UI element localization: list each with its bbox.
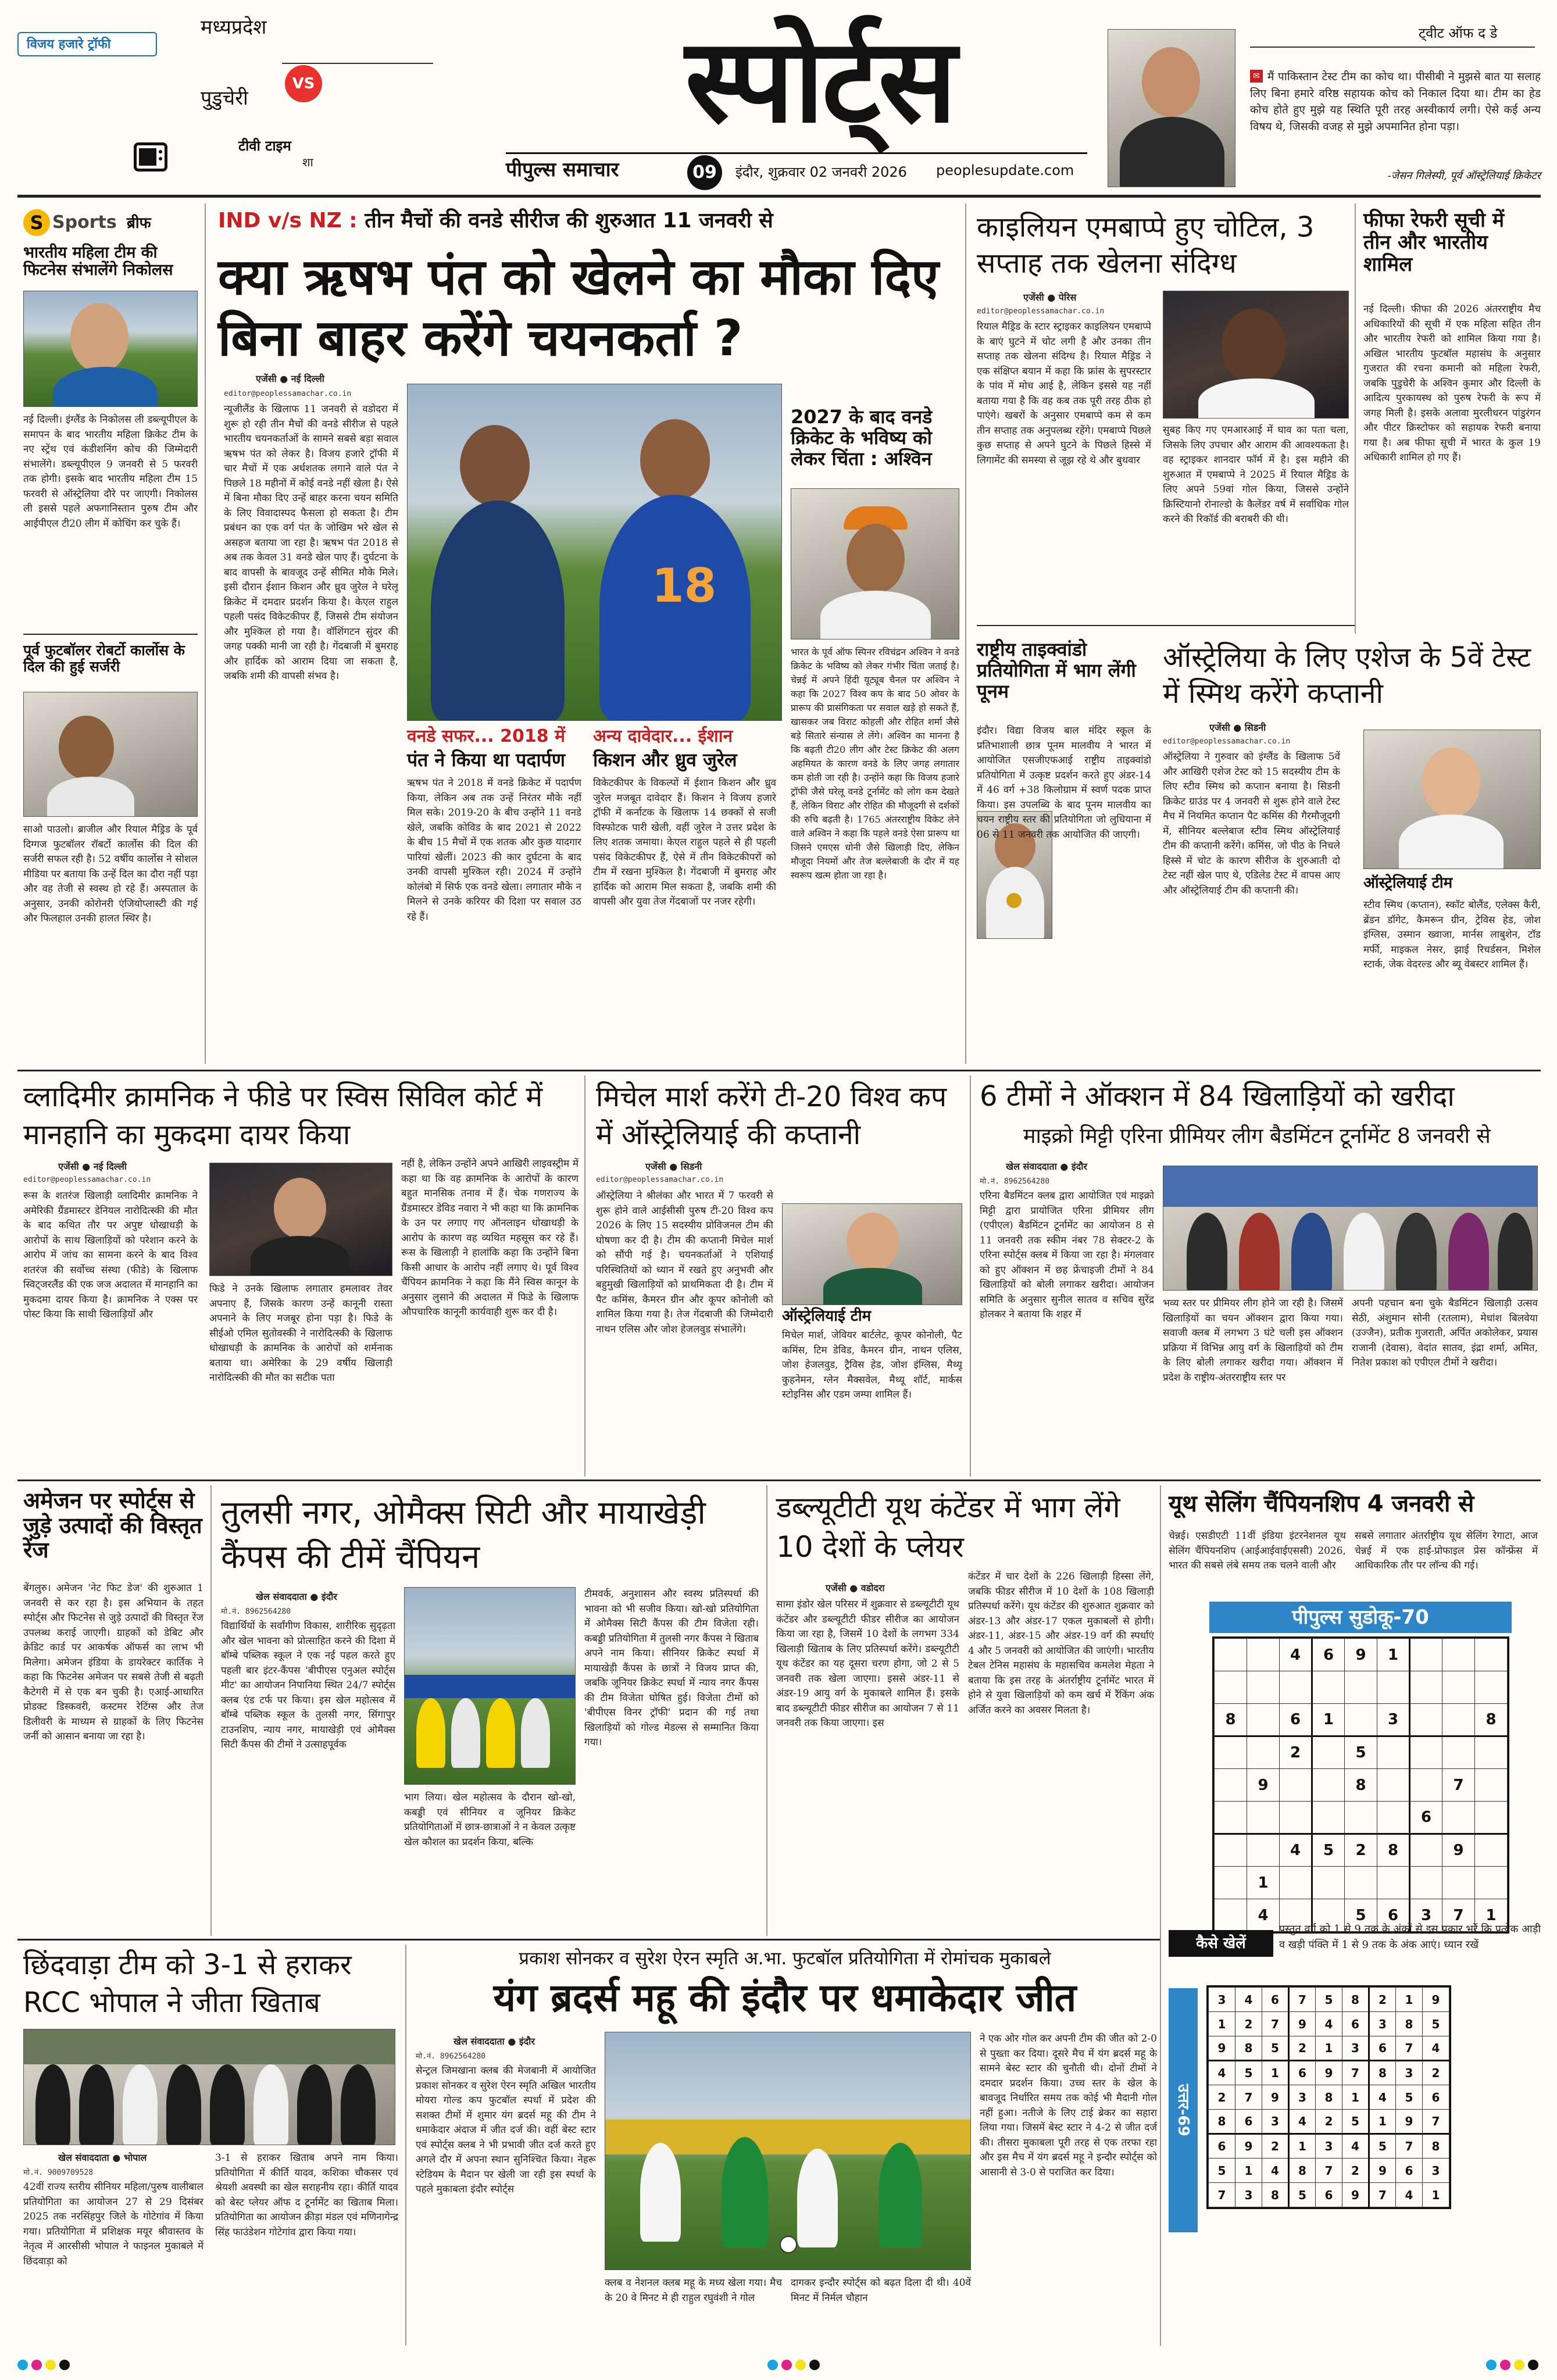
- sudoku-cell: 4: [1209, 2061, 1235, 2085]
- sudoku-cell[interactable]: [1280, 1769, 1312, 1802]
- sudoku-cell: 9: [1342, 2183, 1369, 2207]
- marsh-email[interactable]: editor@peoplessamachar.co.in: [596, 1175, 724, 1184]
- smith-photo: [1363, 730, 1541, 869]
- sudoku-cell: 4: [1289, 2110, 1316, 2134]
- promo-team1: मध्यप्रदेश: [201, 16, 267, 39]
- wtt-byline: एजेंसी ● वडोदरा: [826, 1582, 885, 1593]
- nicholas-photo: [23, 291, 198, 407]
- sudoku-cell: 9: [1262, 2085, 1289, 2110]
- masthead-rule: [17, 195, 1541, 198]
- sudoku-cell[interactable]: 4: [1280, 1834, 1312, 1867]
- sudoku-cell: 3: [1289, 2085, 1316, 2110]
- sudoku-cell: 3: [1235, 2183, 1262, 2207]
- sudoku-cell[interactable]: [1215, 1639, 1247, 1671]
- sudoku-cell[interactable]: [1377, 1671, 1410, 1704]
- ashwin-headline: 2027 के बाद वनडे क्रिकेट के भविष्य को लेकर चिंता : अश्विन: [791, 406, 933, 470]
- marsh-team-title: ऑस्ट्रेलियाई टीम: [782, 1307, 872, 1325]
- sudoku-cell: 4: [1316, 2012, 1342, 2036]
- sudoku-cell[interactable]: [1247, 1704, 1280, 1736]
- sudoku-cell[interactable]: [1410, 1867, 1442, 1899]
- sudoku-cell[interactable]: [1215, 1867, 1247, 1899]
- promo-team2: पुडुचेरी: [201, 87, 248, 110]
- smith-team: स्टीव स्मिथ (कप्तान), स्कॉट बोलैंड, एलेक्स कैरी, ब्रेंडन डॉगेट, कैमरून ग्रीन, ट्रेविस हेड, जोश इंग्लिस, उस्मान ख्वाजा, मार्नस लाबुशेन, टॉड मर्फी, माइकल नेसर, झाई रिचर्डसन, मिशेल स्टार्क, जेक वेदरल्ड और ब्यू वेबस्टर शामिल हैं।: [1363, 899, 1541, 970]
- sudoku-row: [1215, 1802, 1508, 1834]
- chhindwara-text2: 3-1 से हराकर खिताब अपने नाम किया। प्रतियोगिता में कीर्ति यादव, कशिका चौकसर एवं श्रेयशी अवस्थी का खेल सराहनीय रहा। कीर्ति यादव को बेस्ट प्लेयर ऑफ द टूर्नामेंट का खिताब मिला। प्रतियोगिता का आयोजन क्रीड़ा मंडल एवं मणिनागेन्द्र सिंह फाउंडेशन गोटेगांव द्वारा किया गया।: [215, 2152, 398, 2238]
- sudoku-title: पीपुल्स सुडोकू-70: [1209, 1602, 1512, 1633]
- how-to-play-text: प्रस्तुत वर्ग को 1 से 9 तक के अंकों से इस प्रकार भरें कि प्रत्येक आड़ी व खड़ी पंक्ति में 1 से 9 तक के अंक आएं। ध्यान रखें: [1279, 1923, 1541, 1951]
- sudoku-cell: 7: [1342, 2061, 1369, 2085]
- sudoku-cell[interactable]: [1247, 1802, 1280, 1834]
- badminton-text1: एरिना बैडमिंटन क्लब द्वारा आयोजित एवं माइक्रो मिट्टी द्वारा प्रायोजित एरिना प्रीमियर लीग (एपीएल) बैडमिंटन टूर्नामेंट का आयोजन 8 से 11 जनवरी तक स्कीम नंबर 78 सेक्टर-2 के एरिना स्पोर्ट्स क्लब में किया जा रहा है। मंगलवार को हुए ऑक्शन में छह फ्रेंचाइजी टीमों ने 84 खिलाड़ियों को बोली लगाकर खरीदा। आयोजन समिति के अनुसार सुनील सातव व सचिव सुरेंद्र होलकर ने बताया कि शहर में: [980, 1190, 1154, 1320]
- sudoku-cell: 1: [1209, 2012, 1235, 2036]
- sudoku-cell: 3: [1423, 2159, 1449, 2183]
- sudoku-cell[interactable]: [1475, 1639, 1508, 1671]
- brief-headline-2: पूर्व फुटबॉलर रोबर्टो कार्लोस के दिल की हुई सर्जरी: [23, 642, 185, 675]
- sudoku-cell: 6: [1369, 2036, 1396, 2061]
- sudoku-cell[interactable]: [1442, 1671, 1475, 1704]
- sudoku-cell: 4: [1369, 2085, 1396, 2110]
- sub1-text: ऋषभ पंत ने 2018 में वनडे क्रिकेट में पदार्पण किया, लेकिन अब तक उन्हें निरंतर मौके नहीं मिल सके। 2019-20 के बीच उन्होंने 11 वनडे खेले, जबकि कोविड के बाद 2021 से 2022 के बीच 15 मैचों में एक शतक और कुछ यादगार पारियां खेलीं। 2023 की कार दुर्घटना के बाद उनकी वापसी मुश्किल रही। 2024 में उन्होंने कोलंबो में सिर्फ एक वनडे खेला। लगातार मौके न मिलने से उनके करियर की दिशा पर सवाल उठ रहे हैं।: [407, 777, 581, 923]
- tulsi-headline: तुलसी नगर, ओमैक्स सिटी और मायाखेड़ी कैंपस की टीमें चैंपियन: [221, 1494, 706, 1576]
- sudoku-cell: 1: [1289, 2134, 1316, 2159]
- sudoku-cell[interactable]: 7: [1442, 1769, 1475, 1802]
- sudoku-row: [1215, 1769, 1508, 1802]
- sudoku-cell: 4: [1235, 1988, 1262, 2012]
- sudoku-cell[interactable]: [1377, 1769, 1410, 1802]
- sudoku-cell: 8: [1235, 2036, 1262, 2061]
- wtt-headline: डब्ल्यूटीटी यूथ कंटेंडर में भाग लेंगे 10 देशों के प्लेयर: [776, 1491, 1120, 1564]
- tweet-text: मैं पाकिस्तान टेस्ट टीम का कोच था। पीसीबी ने मुझसे बात या सलाह लिए बिना हमारे वरिष्ठ सहायक कोच को निकाल दिया था। टीम का हेड कोच होते हुए मुझे यह स्थिति पूरी तरह अस्वीकार्य लगी। ऐसे कई अन्य विषय थे, जिसकी वजह से मुझे अपमानित होना पड़ा।: [1250, 70, 1541, 133]
- sudoku-row: [1215, 1834, 1508, 1867]
- chhindwara-byline: खेल संवाददाता ● भोपाल: [58, 2152, 147, 2163]
- kramnik-byline: एजेंसी ● नई दिल्ली: [58, 1161, 127, 1172]
- promo-label: विजय हजारे ट्रॉफी: [27, 37, 111, 52]
- sudoku-answer-row: [1209, 1988, 1449, 2012]
- sudoku-cell: 6: [1316, 2183, 1342, 2207]
- sudoku-answer-row: [1209, 2159, 1449, 2183]
- sudoku-cell[interactable]: [1410, 1834, 1442, 1867]
- sudoku-cell: 8: [1316, 2085, 1342, 2110]
- sudoku-cell: 5: [1316, 1988, 1342, 2012]
- sudoku-cell: 5: [1423, 2012, 1449, 2036]
- sudoku-cell[interactable]: [1247, 1671, 1280, 1704]
- sudoku-cell[interactable]: [1442, 1867, 1475, 1899]
- sudoku-cell[interactable]: 2: [1345, 1834, 1377, 1867]
- sudoku-cell[interactable]: [1345, 1671, 1377, 1704]
- sudoku-cell: 6: [1209, 2134, 1235, 2159]
- wtt-text1: सामा इंडोर खेल परिसर में शुक्रवार से डब्ल्यूटीटी यूथ कंटेंडर और डब्ल्यूटीटी फीडर सीरीज का आयोजन किया जा रहा है, जिसमें 10 देशों के लगभग 334 खिलाड़ी खिताब के लिए प्रतिस्पर्धा करेंगे। डब्ल्यूटीटी यूथ कंटेंडर का यह दूसरा चरण होगा, जो 2 से 5 जनवरी तक खेला जाएगा। इससे अंडर-11 से अंडर-19 आयु वर्ग के मुकाबले शामिल हैं। इसके बाद डब्ल्यूटीटी फीडर सीरीज का आयोजन 7 से 11 जनवरी तक किया जाएगा। इस: [776, 1599, 959, 1729]
- football-headline: यंग ब्रदर्स महू की इंदौर पर धमाकेदार जीत: [493, 1975, 1077, 2020]
- tv-time-label: टीवी टाइम: [238, 138, 291, 154]
- sudoku-cell: 1: [1369, 2110, 1396, 2134]
- football-text4: ने एक ओर गोल कर अपनी टीम की जीत को 2-0 से पुख्ता कर दिया। दूसरे मैच में यंग ब्रदर्स महू के सामने बेस्ट स्टार की चुनौती थी। दोनों टीमों ने दमदार प्रदर्शन किया। उच्च स्तर के खेल के बावजूद निर्धारित समय तक कोई भी मैदानी गोल नहीं हुआ। नतीजे के लिए टाई ब्रेकर का सहारा लिया गया। जिसमें बेस्ट स्टार ने 4-2 से जीत दर्ज की। तीसरा मुकाबला पूरी तरह से एक तरफा रहा और इस मैच में यंग ब्रदर्स महू ने इन्दौर स्पोर्ट्स को आसानी से 3-0 से पराजित कर दिया।: [980, 2033, 1157, 2178]
- badminton-text2: भव्य स्तर पर प्रीमियर लीग होने जा रही है। जिसमें खिलाड़ियों का चयन ऑक्शन द्वारा किया गया। सवाजी क्लब में लगभग 3 घंटे चली इस ऑक्शन प्रक्रिया में विभिन्न आयु वर्ग के खिलाड़ियों को टीम के लिए बोली लगाकर खरीदा गया। ऑक्शन में प्रदेश के राष्ट्रीय-अंतरराष्ट्रीय स्तर पर: [1163, 1298, 1343, 1384]
- ashwin-photo: [791, 488, 959, 639]
- sudoku-cell[interactable]: [1410, 1671, 1442, 1704]
- promo-divider: [282, 63, 433, 64]
- marsh-text1: ऑस्ट्रेलिया ने श्रीलंका और भारत में 7 फरवरी से शुरू होने वाले आईसीसी पुरुष टी-20 विश्व कप 2026 के लिए 15 सदस्यीय प्रोविजनल टीम की घोषणा कर दी है। टीम की कप्तानी मिचेल मार्श को सौंपी गई है। चयनकर्ताओं ने एशियाई परिस्थितियों को ध्यान में रखते हुए अनुभवी और बहुमुखी खिलाड़ियों को प्राथमिकता दी है। टीम में पैट कमिंस, कैमरन ग्रीन और कूपर कोनोली को शामिल किया गया है। तेज गेंदबाजी की जिम्मेदारी नाथन एलिस और जोश हेजलवुड संभालेंगे।: [596, 1190, 773, 1335]
- website[interactable]: peoplesupdate.com: [936, 162, 1074, 178]
- sudoku-cell: 5: [1209, 2159, 1235, 2183]
- sudoku-cell[interactable]: 1: [1475, 1899, 1508, 1932]
- kramnik-text3: नहीं है, लेकिन उन्होंने अपने आखिरी लाइवस्ट्रीम में कहा था कि वह क्रामनिक के आरोपों के कारण बहुत मानसिक तनाव में हैं। चेक गणराज्य के ग्रैंडमास्टर डेविड नवारा ने भी कहा था कि क्रामनिक के उन पर लगाए गए ऑनलाइन धोखाधड़ी के आरोप के कारण वह व्यथित महसूस कर रहे हैं। रूस के खिलाड़ी ने हालांकि कहा कि उन्होंने बिना किसी आधार के आरोप नहीं लगाए थे। पूर्व विश्व चैंपियन क्रामनिक ने कहा कि मैंने स्विस कानून के अनुसार लुसाने की अदालत में फिडे के खिलाफ औपचारिक कानूनी कार्यवाही शुरू कर दी है।: [401, 1158, 578, 1318]
- sudoku-cell[interactable]: [1215, 1899, 1247, 1932]
- mbappe-text1: रियाल मैड्रिड के स्टार स्ट्राइकर काइलियन एमबाप्पे के बाएं घुटने में चोट लगी है और उनका तीन सप्ताह तक खेलना संदिग्ध है। रियाल मैड्रिड ने एक संक्षिप्त बयान में कहा कि फ्रांस के सुपरस्टार के पांव में मोच आई है, लेकिन इससे यह नहीं बताया गया है कि वह कब तक पूरी तरह ठीक हो पाएंगे। खबरों के अनुसार एमबाप्पे कम से कम तीन सप्ताह तक अनुपलब्ध रहेंगे। एमबाप्पे पिछले कुछ सप्ताह से अपने घुटने के पिछले हिस्से में लिगामेंट की समस्या से जूझ रहे थे और बुधवार: [977, 321, 1151, 466]
- badminton-text3: अपनी पहचान बना चुके बैडमिंटन खिलाड़ी उत्सव सेठी, अंशुमान सोनी (रतलाम), मेधांश बिलवेया (उज्जैन), प्रतीक गुजराती, अर्पित अकोलेकर, प्रयास राजानी (देवास), वेदांत सातव, इंद्रा शर्मा, अमित, नितेश प्रकाश को एपीएल टीमों ने खरीदा।: [1352, 1298, 1538, 1368]
- amazon-headline: अमेजन पर स्पोर्ट्स से जुड़े उत्पादों की विस्तृत रेंज: [23, 1488, 202, 1563]
- smith-email[interactable]: editor@peoplessamachar.co.in: [1163, 737, 1291, 746]
- sudoku-row: [1215, 1671, 1508, 1704]
- tweet-author: -जेसन गिलेस्पी, पूर्व ऑस्ट्रेलियाई क्रिकेटर: [1387, 170, 1541, 182]
- tulsi-photo: [404, 1587, 576, 1785]
- sudoku-cell: 2: [1316, 2110, 1342, 2134]
- tulsi-text2: भाग लिया। खेल महोत्सव के दौरान खो-खो, कबड्डी एवं सीनियर व जूनियर क्रिकेट प्रतियोगिताओं में छात्र-छात्राओं ने न केवल उत्कृष्ट खेल कौशल का प्रदर्शन किया, बल्कि: [404, 1792, 576, 1848]
- sudoku-cell: 2: [1262, 2134, 1289, 2159]
- sudoku-cell[interactable]: 9: [1247, 1769, 1280, 1802]
- sudoku-cell: 9: [1423, 1988, 1449, 2012]
- sudoku-cell[interactable]: 3: [1377, 1704, 1410, 1736]
- dateline: इंदौर, शुक्रवार 02 जनवरी 2026: [735, 164, 907, 180]
- sudoku-cell[interactable]: [1475, 1736, 1508, 1769]
- sailing-text2: सबसे लगातार अंतर्राष्ट्रीय यूथ सेलिंग रेगाटा, आज चेन्नई में एक हाई-प्रोफाइल प्रेस कॉन्फ्रेंस में आधिकारिक तौर पर लॉन्च की गई।: [1355, 1530, 1538, 1571]
- tulsi-email: मो.नं. 8962564280: [221, 1607, 291, 1616]
- sudoku-cell: 7: [1235, 2085, 1262, 2110]
- sudoku-cell[interactable]: [1312, 1769, 1345, 1802]
- chhindwara-headline: छिंदवाड़ा टीम को 3-1 से हराकर RCC भोपाल ने जीता खिताब: [23, 1949, 352, 2019]
- marsh-headline: मिचेल मार्श करेंगे टी-20 विश्व कप में ऑस्ट्रेलियाई की कप्तानी: [596, 1081, 947, 1151]
- sudoku-cell: 4: [1423, 2036, 1449, 2061]
- answer-label: उत्तर-69: [1169, 1988, 1198, 2232]
- sudoku-cell[interactable]: 4: [1280, 1639, 1312, 1671]
- sudoku-cell: 9: [1316, 2061, 1342, 2085]
- sudoku-cell[interactable]: [1475, 1802, 1508, 1834]
- sudoku-cell[interactable]: [1247, 1639, 1280, 1671]
- sudoku-cell[interactable]: [1280, 1867, 1312, 1899]
- sudoku-cell[interactable]: [1377, 1802, 1410, 1834]
- sudoku-cell: 6: [1235, 2110, 1262, 2134]
- sudoku-cell: 8: [1342, 1988, 1369, 2012]
- brief-headline-1: भारतीय महिला टीम की फिटनेस संभालेंगे निकोलस: [23, 244, 173, 280]
- promo-label-box: [17, 32, 157, 56]
- tweet-tag: ट्वीट ऑफ द डे: [1419, 25, 1498, 41]
- kramnik-headline: व्लादिमीर क्रामनिक ने फीडे पर स्विस सिविल कोर्ट में मानहानि का मुकदमा दायर किया: [23, 1081, 543, 1151]
- sudoku-cell[interactable]: [1215, 1671, 1247, 1704]
- sudoku-answer-row: [1209, 2012, 1449, 2036]
- sudoku-cell[interactable]: 9: [1345, 1639, 1377, 1671]
- sudoku-answer-row: [1209, 2110, 1449, 2134]
- sudoku-cell: 1: [1423, 2183, 1449, 2207]
- lead-col1: न्यूजीलैंड के खिलाफ 11 जनवरी से वडोदरा में शुरू हो रही तीन मैचों की वनडे सीरीज से पहले भारतीय चयनकर्ताओं के सामने सबसे बड़ा सवाल ऋषभ पंत को लेकर है। विजय हजारे ट्रॉफी में चार मैचों में एक अर्धशतक लगाने वाले पंत ने पिछले 18 महीनों में कोई वनडे नहीं खेला है। ऐसे में बिना मौका दिए उन्हें बाहर करना चयन समिति के लिए विवादास्पद फैसला हो सकता है। टीम प्रबंधन का एक वर्ग पंत के जोखिम भरे खेल से असहज बताया जा रहा है। ऋषभ पंत 2018 से अब तक केवल 31 वनडे खेल पाए हैं। दुर्घटना के बाद वापसी के बावजूद उन्हें सीमित मौके मिले। इसी दौरान ईशान किशन और ध्रुव जुरेल ने घरेलू क्रिकेट में दमदार प्रदर्शन किया है। केएल राहुल पहली पसंद विकेटकीपर हैं, जिससे टीम संयोजन और मुश्किल हो गया है। वॉशिंगटन सुंदर की जगह पक्की मानी जा रही है। गेंदबाजी में बुमराह और हार्दिक को आराम दिया जा सकता है, जबकि शमी की वापसी संभव है।: [224, 403, 398, 682]
- sudoku-cell[interactable]: [1442, 1802, 1475, 1834]
- sudoku-cell: 8: [1423, 2134, 1449, 2159]
- sudoku-cell[interactable]: 5: [1312, 1834, 1345, 1867]
- sudoku-cell: 9: [1209, 2036, 1235, 2061]
- fifa-text: नई दिल्ली। फीफा की 2026 अंतरराष्ट्रीय मैच अधिकारियों की सूची में एक महिला सहित तीन और भारतीय रेफरी को शामिल किया गया है। अखिल भारतीय फुटबॉल महासंघ के अनुसार गुजरात की रचना कमानी को महिला रेफरी, जबकि पुडुचेरी के अश्विन कुमार और दिल्ली के आदित्य पुरकायस्थ को पुरुष रेफरी के रूप में जगह मिली है। इसके अलावा मुरलीधरन पांडुरंगन और पीटर क्रिस्टोफर को सहायक रेफरी बनाया गया है। अब फीफा सूची में भारत के कुल 19 अधिकारी शामिल हो गए हैं।: [1363, 303, 1541, 463]
- chhindwara-email: मो.नं. 9009709528: [23, 2168, 94, 2177]
- sudoku-cell[interactable]: 8: [1377, 1834, 1410, 1867]
- sudoku-cell[interactable]: [1312, 1867, 1345, 1899]
- football-kicker: प्रकाश सोनकर व सुरेश ऐरन स्मृति अ.भा. फुटबॉल प्रतियोगिता में रोमांचक मुकाबले: [519, 1948, 1051, 1969]
- sudoku-row: [1215, 1867, 1508, 1899]
- football-byline: खेल संवाददाता ● इंदौर: [453, 2036, 535, 2047]
- paper-name: पीपुल्स समाचार: [506, 158, 619, 181]
- sub2-text: विकेटकीपर के विकल्पों में ईशान किशन और ध्रुव जुरेल मजबूत दावेदार हैं। किशन ने विजय हजारे ट्रॉफी में कर्नाटक के खिलाफ 14 छक्कों से सजी विस्फोटक पारी खेली, वहीं जुरेल ने उत्तर प्रदेश के लिए शतक जमाया। केएल राहुल पहले से ही पहली पसंद विकेटकीपर हैं, ऐसे में तीन विकेटकीपरों को टीम में रखना मुश्किल है। गेंदबाजी में बुमराह और हार्दिक को आराम मिल सकता है, जबकि शमी की वापसी और युवा तेज गेंदबाजों पर नजर रहेगी।: [593, 777, 776, 907]
- badminton-photo: [1163, 1166, 1538, 1291]
- amazon-text: बेंगलुरु। अमेजन 'नेट फिट डेज' की शुरुआत 1 जनवरी से कर रहा है। इस अभियान के तहत स्पोर्ट्स और फिटनेस से जुड़े उत्पादों की विस्तृत रेंज उपलब्ध कराई जाएगी। ग्राहकों को डेबिट और क्रेडिट कार्ड पर आकर्षक ऑफर्स का लाभ भी मिलेगा। अमेजन इंडिया के डायरेक्टर कार्तिक ने कहा कि फिटनेस अमेजन पर सबसे तेजी से बढ़ती कैटेगरी में से एक बन चुकी है। एआई-आधारित प्रोडक्ट डिस्कवरी, कस्टमर रेटिंग्स और तेज डिलीवरी के माध्यम से ग्राहकों के लिए फिटनेस जर्नी को आसान बनाया जा रहा है।: [23, 1582, 203, 1742]
- sub1-head: पंत ने किया था पदार्पण: [407, 749, 565, 771]
- sudoku-cell[interactable]: [1247, 1736, 1280, 1769]
- sudoku-cell: 6: [1262, 1988, 1289, 2012]
- sudoku-row: [1215, 1704, 1508, 1736]
- sudoku-answer-row: [1209, 2036, 1449, 2061]
- brief-text-2: साओ पाउलो। ब्राजील और रियाल मैड्रिड के पूर्व दिग्गज फुटबॉलर रॉबर्टो कार्लोस की दिल की सर्जरी सफल रही है। 52 वर्षीय कार्लोस ने सोशल मीडिया पर बताया कि उन्हें दिल का दौरा नहीं पड़ा और वह तेजी से स्वस्थ हो रहे हैं। अस्पताल के अनुसार, उनकी कोरोनरी एंजियोप्लास्टी की गई और फिलहाल उनकी हालत स्थिर है।: [23, 824, 198, 924]
- sailing-headline: यूथ सेलिंग चैंपियनशिप 4 जनवरी से: [1169, 1491, 1474, 1517]
- sub1-kicker: वनडे सफर... 2018 में: [407, 726, 566, 746]
- sudoku-cell[interactable]: 5: [1345, 1899, 1377, 1932]
- sudoku-cell[interactable]: [1215, 1802, 1247, 1834]
- sudoku-cell: 3: [1396, 2061, 1423, 2085]
- masthead-strip: [506, 152, 1087, 186]
- ashwin-text: भारत के पूर्व ऑफ स्पिनर रविचंद्रन अश्विन ने वनडे क्रिकेट के भविष्य को लेकर गंभीर चिंता जताई है। चेन्नई में अपने हिंदी यूट्यूब चैनल पर अश्विन ने कहा कि 2027 विश्व कप के बाद 50 ओवर के प्रारूप की प्रासंगिकता पर सवाल खड़े हो सकते हैं, खासकर जब विराट कोहली और रोहित शर्मा जैसे बड़े सितारे संन्यास ले लेंगे। अश्विन का मानना है कि बढ़ती टी20 लीग और टेस्ट क्रिकेट की अलग अहमियत के कारण वनडे के लिए जगह लगातार कम होती जा रही है। उन्होंने कहा कि विजय हजारे ट्रॉफी जैसे घरेलू वनडे टूर्नामेंट को लोग कम देखते हैं, लेकिन विराट और रोहित की मौजूदगी से दर्शकों की रुचि बढ़ती है। 1765 अंतरराष्ट्रीय विकेट लेने वाले अश्विन ने कहा कि पहले वनडे ऐसा प्रारूप था जिसने एमएस धोनी जैसे खिलाड़ी दिए, लेकिन मौजूदा नियमों और तेज बल्लेबाजी के दौर में यह स्वरूप खत्म होता जा रहा है।: [791, 646, 959, 881]
- sudoku-cell: 1: [1235, 2159, 1262, 2183]
- sudoku-cell[interactable]: [1215, 1736, 1247, 1769]
- sudoku-cell: 5: [1369, 2134, 1396, 2159]
- sudoku-row: [1215, 1639, 1508, 1671]
- tv-time-value: शा: [302, 155, 313, 169]
- sudoku-cell[interactable]: 8: [1475, 1704, 1508, 1736]
- sudoku-cell[interactable]: 7: [1442, 1899, 1475, 1932]
- sudoku-cell[interactable]: [1442, 1704, 1475, 1736]
- tv-icon: [134, 142, 167, 171]
- mbappe-photo: [1163, 291, 1349, 419]
- sudoku-cell: 7: [1423, 2110, 1449, 2134]
- sudoku-cell[interactable]: [1215, 1769, 1247, 1802]
- pant-kohli-photo: 18: [407, 384, 782, 721]
- kramnik-text1: रूस के शतरंज खिलाड़ी व्लादिमीर क्रामनिक ने अमेरिकी ग्रैंडमास्टर डेनियल नारोदित्स्की की मौत के बाद कथित तौर पर अपुष्ट धोखाधड़ी के आरोपों के साथ खिलाड़ियों को परेशान करने के आरोप में जांच का सामना करने के बाद विश्व शतरंज की सर्वोच्च संस्था (फीडे) के खिलाफ स्विट्जरलैंड की एक जज अदालत में मानहानि का मुकदमा दायर किया है। क्रामनिक ने एक्स पर पोस्ट किया कि साथी खिलाड़ियों और: [23, 1190, 198, 1320]
- sudoku-cell[interactable]: [1215, 1834, 1247, 1867]
- sudoku-cell[interactable]: [1475, 1769, 1508, 1802]
- sudoku-cell: 4: [1396, 2183, 1423, 2207]
- print-registration-marks: [17, 2357, 1541, 2372]
- sudoku-cell: 3: [1262, 2110, 1289, 2134]
- sudoku-cell: 7: [1209, 2183, 1235, 2207]
- gillespie-photo: [1108, 29, 1235, 187]
- kramnik-photo: [209, 1163, 392, 1276]
- sudoku-answer-row: [1209, 2134, 1449, 2159]
- sudoku-cell: 8: [1209, 2110, 1235, 2134]
- sudoku-cell: 8: [1396, 2012, 1423, 2036]
- sudoku-cell[interactable]: 2: [1280, 1736, 1312, 1769]
- lead-email[interactable]: editor@peoplessamachar.co.in: [224, 389, 352, 398]
- sudoku-cell[interactable]: 9: [1442, 1834, 1475, 1867]
- sudoku-answer-row: [1209, 2061, 1449, 2085]
- sudoku-cell[interactable]: 3: [1410, 1899, 1442, 1932]
- sudoku-cell: 2: [1289, 2036, 1316, 2061]
- sudoku-cell[interactable]: 4: [1247, 1899, 1280, 1932]
- mbappe-email[interactable]: editor@peoplessamachar.co.in: [977, 307, 1105, 316]
- sudoku-cell: 7: [1289, 1988, 1316, 2012]
- sudoku-cell: 4: [1342, 2134, 1369, 2159]
- sudoku-cell: 3: [1209, 1988, 1235, 2012]
- sudoku-cell: 1: [1316, 2036, 1342, 2061]
- sudoku-grid[interactable]: [1212, 1636, 1509, 1934]
- sudoku-cell: 9: [1369, 2159, 1396, 2183]
- marsh-photo: [782, 1203, 962, 1305]
- sudoku-cell[interactable]: [1280, 1802, 1312, 1834]
- badminton-byline: खेल संवाददाता ● इंदौर: [1006, 1161, 1087, 1172]
- sudoku-cell[interactable]: [1442, 1736, 1475, 1769]
- sudoku-cell[interactable]: [1345, 1802, 1377, 1834]
- sub2-kicker: अन्य दावेदार... ईशान: [593, 726, 733, 746]
- sudoku-cell[interactable]: [1280, 1671, 1312, 1704]
- sudoku-cell[interactable]: [1312, 1802, 1345, 1834]
- badminton-headline: 6 टीमों ने ऑक्शन में 84 खिलाड़ियों को खरीदा: [980, 1080, 1455, 1113]
- sudoku-cell: 6: [1342, 2012, 1369, 2036]
- mbappe-headline: काइलियन एमबाप्पे हुए चोटिल, 3 सप्ताह तक खेलना संदिग्ध: [977, 211, 1315, 280]
- sudoku-cell: 9: [1289, 2012, 1316, 2036]
- sudoku-cell: 6: [1423, 2085, 1449, 2110]
- football-text3: दागकर इन्दौर स्पोर्ट्स को बढ़त दिला दी थी। 40वें मिनट में निर्मल चौहान: [791, 2277, 971, 2304]
- badminton-email: मो.नं. 8962564280: [980, 1177, 1050, 1186]
- sudoku-cell[interactable]: 6: [1312, 1639, 1345, 1671]
- sailing-text1: चेन्नई। एसडीएटी 11वीं इंडिया इंटरनेशनल यूथ सेलिंग चैंपियनशिप (आईआईवाईएससी) 2026, भारत की सबसे लंबे समय तक चलने वाली और: [1169, 1530, 1346, 1571]
- sudoku-cell[interactable]: [1377, 1736, 1410, 1769]
- tweet-rule: [1250, 47, 1535, 48]
- sudoku-cell: 6: [1289, 2061, 1316, 2085]
- smith-text1: ऑस्ट्रेलिया ने गुरुवार को इंग्लैंड के खिलाफ 5वें और आखिरी एशेज टेस्ट को 15 सदस्यीय टीम के लिए स्टीव स्मिथ को कप्तान बनाया है। सिडनी क्रिकेट ग्राउंड पर 4 जनवरी से शुरू होने वाले टेस्ट मैच में नियमित कप्तान पैट कमिंस की गैरमौजूदगी में, सीनियर बल्लेबाज स्टीव स्मिथ ऑस्ट्रेलियाई टीम की कप्तानी करेंगे। कमिंस, जो पीठ के निचले हिस्से में चोट के कारण सीरीज के शुरुआती दो टेस्ट नहीं खेल पाए थे, एडिलेड टेस्ट में वापस आए और ऑस्ट्रेलियाई टीम की कप्तानी की।: [1163, 751, 1340, 896]
- sudoku-cell[interactable]: [1475, 1671, 1508, 1704]
- chhindwara-text1: 42वीं राज्य स्तरीय सीनियर महिला/पुरुष वालीबाल प्रतियोगिता का आयोजन 27 से 29 दिसंबर 2025 तक नरसिंहपुर जिले के गोटेगांव में किया गया। प्रतियोगिता में प्रशिक्षक मयूर श्रीवास्तव के नेतृत्व में आरसीसी भोपाल ने फाइनल मुकाबले में छिंदवाड़ा को: [23, 2181, 203, 2267]
- sub2-head: किशन और ध्रुव जुरेल: [593, 749, 737, 771]
- sudoku-cell: 3: [1369, 2012, 1396, 2036]
- sudoku-cell: 7: [1396, 2134, 1423, 2159]
- smith-team-title: ऑस्ट्रेलियाई टीम: [1363, 874, 1453, 892]
- sudoku-cell: 7: [1369, 2183, 1396, 2207]
- mbappe-text2: सुबह किए गए एमआरआई में घाव का पता चला, जिसके लिए उपचार और आराम की आवश्यकता है। वह स्ट्राइकर शानदार फॉर्म में है। इस महीने की शुरुआत में एमबाप्पे ने 2025 में रियाल मैड्रिड के लिए अपने 59वां गोल किया, जिससे उन्होंने क्रिस्टियानो रोनाल्डो के कैलेंडर वर्ष में सर्वाधिक गोल करने की रिकॉर्ड की बराबरी की थी।: [1163, 424, 1349, 525]
- vs-badge: VS: [285, 65, 322, 102]
- sudoku-cell[interactable]: 6: [1377, 1899, 1410, 1932]
- sudoku-cell[interactable]: [1410, 1639, 1442, 1671]
- wtt-text2: कंटेंडर में चार देशों के 226 खिलाड़ी हिस्सा लेंगे, जबकि फीडर सीरीज में 10 देशों के 108 खिलाड़ी प्रतिस्पर्धा करेंगे। यूथ कंटेंडर की शुरुआत शुक्रवार को अंडर-13 और अंडर-17 एकल मुकाबलों से होगी। अंडर-11, अंडर-15 और अंडर-19 वर्ग की स्पर्धाएं 4 और 5 जनवरी को आयोजित की जाएंगी। भारतीय टेबल टेनिस महासंघ के महासचिव कमलेश मेहता ने बताया कि इस तरह के अंतर्राष्ट्रीय टूर्नामेंट भारत में होने से युवा खिलाड़ियों को कम खर्च में रैंकिंग अंक अर्जित करने का अवसर मिलता है।: [968, 1571, 1154, 1716]
- sudoku-answer-row: [1209, 2183, 1449, 2207]
- sudoku-cell: 2: [1369, 1988, 1396, 2012]
- kramnik-email[interactable]: editor@peoplessamachar.co.in: [23, 1175, 151, 1184]
- lead-byline: एजेंसी ● नई दिल्ली: [256, 373, 324, 384]
- sudoku-cell[interactable]: [1475, 1834, 1508, 1867]
- sudoku-cell: 3: [1316, 2134, 1342, 2159]
- football-text1: सेन्ट्रल जिमखाना क्लब की मेजबानी में आयोजित प्रकाश सोनकर व सुरेश ऐरन स्मृति अखिल भारतीय मोयरा गोल्ड कप फुटबॉल स्पर्धा में प्रदेश की सशक्त टीमों में शुमार यंग ब्रदर्स महू की टीम ने धमाकेदार अंदाज में जीत दर्ज की। वहीं बेस्ट स्टार एवं स्पोर्ट्स क्लब ने भी प्रभावी जीत दर्ज करते हुए अगले दौर में अपना स्थान सुनिश्चित किया। नेहरू स्टेडियम के मैदान पर खेली जा रही इस स्पर्धा के पहले मुकाबला इंदौर स्पोर्ट्स: [416, 2065, 596, 2195]
- lead-headline: क्या ऋषभ पंत को खेलने का मौका दिए बिना बाहर करेंगे चयनकर्ता ?: [218, 248, 939, 367]
- sudoku-cell: 2: [1235, 2012, 1262, 2036]
- page-number: 09: [687, 155, 722, 190]
- sudoku-cell: 5: [1289, 2183, 1316, 2207]
- sudoku-cell[interactable]: [1475, 1867, 1508, 1899]
- sudoku-cell: 7: [1262, 2012, 1289, 2036]
- football-photo: [605, 2032, 971, 2270]
- sudoku-cell: 2: [1423, 2061, 1449, 2085]
- sudoku-cell: 4: [1262, 2159, 1289, 2183]
- masthead-title: स्पोर्ट्स: [685, 13, 955, 149]
- sudoku-cell[interactable]: 8: [1215, 1704, 1247, 1736]
- sudoku-cell[interactable]: [1345, 1704, 1377, 1736]
- mbappe-byline: एजेंसी ● पेरिस: [1023, 292, 1077, 303]
- tulsi-text3: टीमवर्क, अनुशासन और स्वस्थ प्रतिस्पर्धा की भावना को भी सजीव किया। खो-खो प्रतियोगिता में ओमैक्स सिटी कैंपस की टीम विजेता रही। कबड्डी प्रतियोगिता में तुलसी नगर कैंपस ने खिताब अपने नाम किया। सीनियर क्रिकेट स्पर्धा में मायाखेड़ी कैंपस के छात्रों ने विजय प्राप्त की, जबकि जूनियर क्रिकेट स्पर्धा में न्याय नगर कैंपस की टीम विजेता घोषित हुई। विजेता टीमों को 'बीपीएस विनर ट्रॉफी' प्रदान की गई तथा खिलाड़ियों को गोल्ड मेडल्स से सम्मानित किया गया।: [584, 1588, 759, 1748]
- sudoku-cell: 6: [1396, 2159, 1423, 2183]
- smith-byline: एजेंसी ● सिडनी: [1209, 722, 1266, 733]
- sudoku-cell: 9: [1235, 2134, 1262, 2159]
- sudoku-cell: 8: [1262, 2183, 1289, 2207]
- sudoku-cell: 5: [1342, 2110, 1369, 2134]
- sudoku-cell[interactable]: 1: [1312, 1704, 1345, 1736]
- sudoku-answer-grid: [1206, 1985, 1451, 2209]
- sudoku-cell[interactable]: [1410, 1769, 1442, 1802]
- sudoku-cell[interactable]: 6: [1410, 1802, 1442, 1834]
- marsh-byline: एजेंसी ● सिडनी: [645, 1161, 702, 1172]
- lead-kicker: IND v/s NZ : तीन मैचों की वनडे सीरीज की शुरुआत 11 जनवरी से: [218, 209, 773, 233]
- carlos-photo: [23, 692, 198, 817]
- football-email: मो.नं. 8962564280: [416, 2052, 486, 2061]
- sudoku-cell[interactable]: 1: [1247, 1867, 1280, 1899]
- sudoku-cell[interactable]: [1247, 1834, 1280, 1867]
- quote-icon: ✉: [1250, 70, 1263, 83]
- taekwondo-text: इंदौर। विद्या विजय बाल मंदिर स्कूल के प्रतिभाशाली छात्र पूनम मालवीय ने भारत में आयोजित एसजीएफआई राष्ट्रीय ताइक्वांडो प्रतियोगिता में उत्कृष्ट प्रदर्शन करते हुए अंडर-14 में 46 वर्ग +38 किलोग्राम में स्वर्ण पदक प्राप्त किया। इस उपलब्धि के बाद पूनम मालवीय का चयन राष्ट्रीय स्तर की प्रतियोगिता जो लुधियाना में 06 से 11 जनवरी तक आयोजित की जाएगी।: [977, 725, 1151, 841]
- sudoku-cell: 9: [1396, 2110, 1423, 2134]
- how-to-play-title: कैसे खेलें: [1169, 1930, 1273, 1957]
- sudoku-cell[interactable]: 8: [1345, 1769, 1377, 1802]
- kramnik-text2: फिडे ने उनके खिलाफ लगातार हमलावर तेवर अपनाए हैं, जिसके कारण उन्हें कानूनी रास्ता अपनाने के लिए मजबूर होना पड़ा है। फिडे के सीईओ एमिल सुतोवस्की ने नारोदित्स्की के खिलाफ धोखाधड़ी के क्रामनिक के आरोपों को शर्मनाक बताया था। अमेरिका के 29 वर्षीय खिलाड़ी नारोदित्स्की की मौत का सटीक पता: [209, 1283, 392, 1384]
- sudoku-cell: 2: [1209, 2085, 1235, 2110]
- badminton-sub: माइक्रो मिट्टी एरिना प्रीमियर लीग बैडमिंटन टूर्नामेंट 8 जनवरी से: [1023, 1124, 1491, 1148]
- sudoku-cell: 5: [1235, 2061, 1262, 2085]
- sudoku-cell[interactable]: [1377, 1867, 1410, 1899]
- taekwondo-headline: राष्ट्रीय ताइक्वांडो प्रतियोगिता में भाग लेंगी पूनम: [977, 638, 1136, 702]
- sudoku-cell[interactable]: 6: [1280, 1704, 1312, 1736]
- rcc-team-photo: [23, 2029, 395, 2145]
- sudoku-cell: 1: [1262, 2061, 1289, 2085]
- sudoku-cell: 7: [1316, 2159, 1342, 2183]
- fifa-headline: फीफा रेफरी सूची में तीन और भारतीय शामिल: [1363, 209, 1505, 277]
- sudoku-cell[interactable]: [1410, 1736, 1442, 1769]
- sudoku-answer-row: [1209, 2085, 1449, 2110]
- sudoku-cell: 1: [1342, 2085, 1369, 2110]
- smith-headline: ऑस्ट्रेलिया के लिए एशेज के 5वें टेस्ट में स्मिथ करेंगे कप्तानी: [1163, 641, 1531, 710]
- sudoku-row: [1215, 1736, 1508, 1769]
- sudoku-cell: 5: [1396, 2085, 1423, 2110]
- sudoku-cell: 1: [1396, 1988, 1423, 2012]
- sudoku-cell: 2: [1342, 2159, 1369, 2183]
- sudoku-cell[interactable]: 5: [1345, 1736, 1377, 1769]
- brief-text-1: नई दिल्ली। इंग्लैंड के निकोलस ली डब्ल्यूपीएल के समापन के बाद भारतीय महिला क्रिकेट टीम के नए स्ट्रेंथ एवं कंडीशनिंग कोच की जिम्मेदारी संभालेंगे। डब्ल्यूपीएल 9 जनवरी से 5 फरवरी तक होगी। इसके बाद भारतीय महिला टीम 15 फरवरी से ऑस्ट्रेलिया दौरे पर जाएगी। निकोलस ली इससे पहले अफगानिस्तान पुरुष टीम और आईपीएल टी20 लीग में कोचिंग कर चुके हैं।: [23, 414, 198, 530]
- sudoku-cell[interactable]: [1312, 1736, 1345, 1769]
- sudoku-cell[interactable]: 1: [1377, 1639, 1410, 1671]
- sudoku-cell[interactable]: [1442, 1639, 1475, 1671]
- tulsi-byline: खेल संवाददाता ● इंदौर: [256, 1591, 337, 1602]
- sudoku-cell: 8: [1369, 2061, 1396, 2085]
- football-text2: क्लब व नेशनल क्लब महू के मध्य खेला गया। मैच के 20 वे मिनट मे ही राहुल रघुवंशी ने गोल: [605, 2277, 782, 2304]
- tulsi-text1: विद्यार्थियों के सर्वांगीण विकास, शारीरिक सुदृढ़ता और खेल भावना को प्रोत्साहित करने की दिशा में बॉम्बे पब्लिक स्कूल ने एक नई पहल करते हुए पहली बार इंटर-कैंपस 'बीपीएस एनुअल स्पोर्ट्स मीट' का आयोजन निपानिया स्थित 24/7 स्पोर्ट्स क्लब एंड टर्फ पर किया। इस खेल महोत्सव में बॉम्बे पब्लिक स्कूल के तुलसी नगर, सिंगापुर टाउनशिप, न्याय नगर, मायाखेड़ी एवं ओमैक्स सिटी कैंपस की टीमों ने उत्साहपूर्वक: [221, 1620, 395, 1750]
- marsh-team: मिचेल मार्श, जेवियर बार्टलेट, कूपर कोनोली, पैट कमिंस, टिम डेविड, कैमरन ग्रीन, नाथन एलिस, जोश हेजलवुड, ट्रैविस हेड, जोश इंग्लिस, मैथ्यू कुहनेमन, ग्लेन मैक्सवेल, मैथ्यू शॉर्ट, मार्कस स्टोइनिस और एडम जम्पा शामिल हैं।: [782, 1330, 962, 1400]
- sudoku-cell[interactable]: [1410, 1704, 1442, 1736]
- sudoku-cell: 5: [1262, 2036, 1289, 2061]
- sudoku-cell[interactable]: [1345, 1867, 1377, 1899]
- sudoku-cell: 3: [1342, 2036, 1369, 2061]
- sudoku-cell: 7: [1396, 2036, 1423, 2061]
- sudoku-cell: 8: [1289, 2159, 1316, 2183]
- sudoku-cell[interactable]: [1312, 1671, 1345, 1704]
